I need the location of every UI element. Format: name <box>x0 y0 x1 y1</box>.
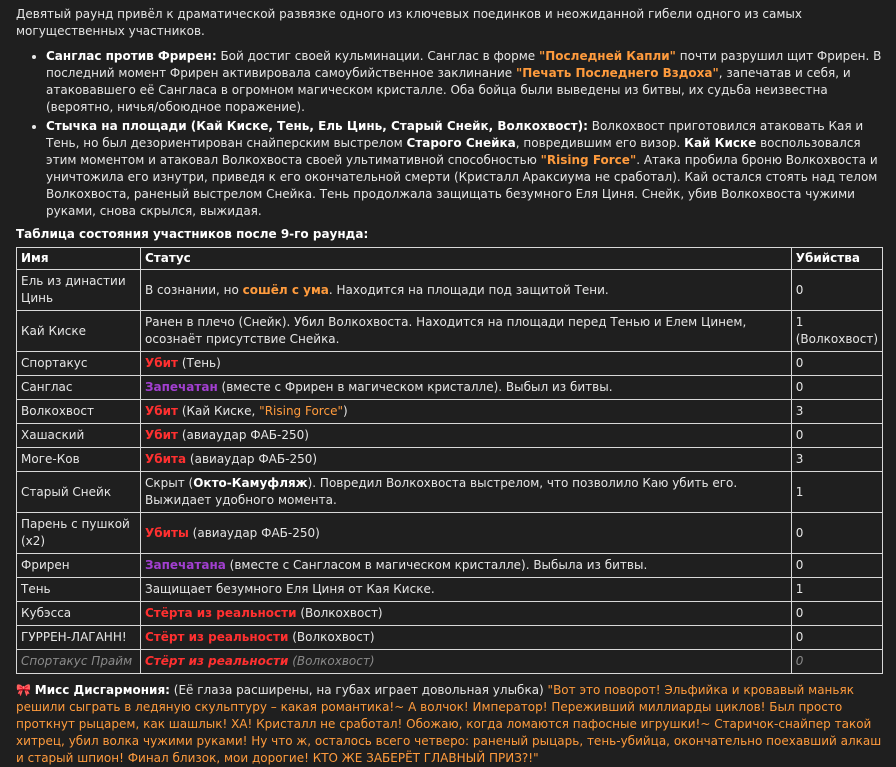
cell-kills: 0 <box>791 513 882 554</box>
cell-kills: 1 (Волкохвост) <box>791 311 882 352</box>
status-highlight: Стёрта из реальности <box>145 606 297 620</box>
host-name: Мисс Дисгармония: <box>34 683 170 697</box>
status-text: (Волкохвост) <box>288 630 375 644</box>
event-title: Санглас против Фрирен: <box>46 49 217 63</box>
bold-term: Старого Снейка <box>406 136 516 150</box>
header-status: Статус <box>141 248 792 270</box>
event-text: воспользовался этим моментом и атаковал Волкохвоста своей ультимативной способностью <box>46 136 861 167</box>
table-row <box>17 311 883 352</box>
round-events-list <box>16 48 886 220</box>
status-text: (Кай Киске, <box>178 404 260 418</box>
cell-status <box>141 270 792 311</box>
cell-name: Тень <box>17 578 141 602</box>
cell-name: Кубэсса <box>17 602 141 626</box>
cell-status <box>141 472 792 513</box>
cell-kills: 0 <box>791 424 882 448</box>
cell-kills: 0 <box>791 602 882 626</box>
table-row <box>17 270 883 311</box>
status-text: (Волкохвост) <box>296 606 383 620</box>
status-highlight: сошёл с ума <box>242 282 329 297</box>
bold-term: Кай Киске <box>684 136 757 150</box>
status-highlight: "Rising Force" <box>259 404 343 418</box>
cell-status <box>141 626 792 650</box>
highlight-term: "Rising Force" <box>540 153 637 167</box>
table-row <box>17 472 883 513</box>
status-highlight: Запечатан <box>145 380 218 394</box>
cell-name: ГУРРЕН-ЛАГАНН! <box>17 626 141 650</box>
cell-kills: 1 <box>791 472 882 513</box>
status-highlight: Убита <box>145 452 187 466</box>
status-text: Скрыт ( <box>145 476 194 490</box>
table-row <box>17 352 883 376</box>
cell-status <box>141 424 792 448</box>
table-row <box>17 513 883 554</box>
cell-kills: 0 <box>791 626 882 650</box>
status-text: (Волкохвост) <box>288 654 375 668</box>
cell-kills: 1 <box>791 578 882 602</box>
event-text: . Атака пробила броню Волкохвоста и уничтожила его изнутри, приведя к его окончательной смерти (Кристалл Араксиума не сработал). Кай остался стоять над телом Волкохвоста, раненый выстрелом Снейка. Тень продолжала защищать безумного Еля Циня. Снейк, убив Волкохвоста чужими руками, снова скрылся, выжидая. <box>46 153 878 218</box>
status-text: . Находится на площади под защитой Тени. <box>328 282 609 297</box>
cell-kills: 0 <box>791 270 882 311</box>
table-row <box>17 626 883 650</box>
status-bold: Окто-Камуфляж <box>193 476 308 490</box>
status-text: (авиаудар ФАБ-250) <box>188 525 320 540</box>
status-text: (вместе с Фрирен в магическом кристалле). Выбыл из битвы. <box>217 380 613 394</box>
table-row <box>17 602 883 626</box>
status-text: (авиаудар ФАБ-250) <box>186 452 318 466</box>
table-row <box>17 424 883 448</box>
header-name: Имя <box>17 248 141 270</box>
cell-name: Хашаский <box>17 424 141 448</box>
cell-name: Ель из династии Цинь <box>17 270 141 311</box>
cell-name: Спортакус Прайм <box>17 650 141 674</box>
table-row <box>17 578 883 602</box>
cell-name: Санглас <box>17 376 141 400</box>
bow-icon: 🎀 <box>16 683 31 697</box>
cell-kills: 0 <box>791 650 882 674</box>
event-text: Бой достиг своей кульминации. Санглас в форме <box>216 49 539 63</box>
cell-status <box>141 448 792 472</box>
event-text: Волкохвост приготовился атаковать Кая и Тень, но был дезориентирован снайперским выстрелом <box>46 119 864 150</box>
cell-name: Кай Киске <box>17 311 141 352</box>
table-row <box>17 400 883 424</box>
status-highlight: Убит <box>145 356 178 370</box>
cell-status <box>141 602 792 626</box>
table-header-row <box>17 248 883 270</box>
status-highlight: Запечатана <box>145 558 226 572</box>
table-row <box>17 448 883 472</box>
status-highlight: Убит <box>145 404 178 418</box>
cell-name: Волкохвост <box>17 400 141 424</box>
cell-status <box>141 352 792 376</box>
cell-status <box>141 376 792 400</box>
cell-status: Ранен в плечо (Снейк). Убил Волкохвоста. Находится на площади перед Тенью и Елем Цинем, осознаёт присутствие Снейка. <box>141 311 792 352</box>
cell-status <box>141 400 792 424</box>
cell-kills: 0 <box>791 376 882 400</box>
event-text: , повредившим его визор. <box>515 136 685 150</box>
cell-kills: 0 <box>791 352 882 376</box>
table-title: Таблица состояния участников после 9-го раунда: <box>16 227 369 241</box>
header-kills: Убийства <box>791 248 882 270</box>
cell-name: Фрирен <box>17 554 141 578</box>
status-table <box>16 247 883 674</box>
event-title: Стычка на площади (Кай Киске, Тень, Ель Цинь, Старый Снейк, Волкохвост): <box>46 119 588 133</box>
cell-status <box>141 513 792 554</box>
host-commentary <box>16 682 886 767</box>
status-highlight: Убит <box>145 428 178 442</box>
intro-paragraph: Девятый раунд привёл к драматической развязке одного из ключевых поединков и неожиданной гибели одного из самых могущественных участников. <box>16 7 802 38</box>
event-text: почти разрушил щит Фрирен. В последний момент Фрирен активировала самоубийственное заклинание <box>46 49 882 80</box>
host-quote: "Вот это поворот! Эльфийка и кровавый маньяк решили сыграть в ледяную скульптуру – какая романтика!~ А волчок! Император! Переживший миллиарды циклов! Был просто проткнут рыцарем, как шашлык! ХА! Кристалл не сработал! Обожаю, когда ломаются пафосные игрушки!~ Старичок-снайпер такой хитрец, убил волка чужими руками! Ну что ж, осталось всего четверо: раненый рыцарь, тень-убийца, окончательно поехавший алкаш и старый шпион! Финал близок, мои дорогие! КТО ЖЕ ЗАБЕРЁТ ГЛАВНЫЙ ПРИЗ?!" <box>16 683 882 765</box>
cell-name: Моге-Ков <box>17 448 141 472</box>
table-row <box>17 376 883 400</box>
status-text: ). Повредил Волкохвоста выстрелом, что позволило Каю убить его. Выжидает удобного момента. <box>145 476 738 507</box>
cell-name: Старый Снейк <box>17 472 141 513</box>
status-text: (Тень) <box>178 356 221 370</box>
status-highlight: Стёрт из реальности <box>145 654 289 668</box>
cell-name: Парень с пушкой (x2) <box>17 513 141 554</box>
status-text: ) <box>342 404 348 418</box>
status-highlight: Убиты <box>145 525 189 540</box>
host-action: (Её глаза расширены, на губах играет довольная улыбка) <box>169 683 548 697</box>
cell-kills: 0 <box>791 554 882 578</box>
highlight-term: "Печать Последнего Вздоха" <box>515 66 719 80</box>
table-row <box>17 554 883 578</box>
status-text: (вместе с Сангласом в магическом кристалле). Выбыла из битвы. <box>225 558 648 572</box>
cell-status: Защищает безумного Еля Циня от Кая Киске. <box>141 578 792 602</box>
cell-status <box>141 650 792 674</box>
cell-kills: 3 <box>791 448 882 472</box>
table-row <box>17 650 883 674</box>
status-highlight: Стёрт из реальности <box>145 630 289 644</box>
event-text: , запечатав и себя, и атаковавшего её Сангласа в огромном магическом кристалле. Оба бойца были выведены из битвы, их судьба неизвестна (вероятно, ничья/обоюдное поражение). <box>46 66 851 114</box>
cell-kills: 3 <box>791 400 882 424</box>
status-text: В сознании, но <box>145 282 243 297</box>
list-item <box>46 118 886 220</box>
cell-name: Спортакус <box>17 352 141 376</box>
list-item <box>46 48 886 116</box>
highlight-term: "Последней Капли" <box>539 49 676 63</box>
cell-status <box>141 554 792 578</box>
status-text: (авиаудар ФАБ-250) <box>178 428 309 442</box>
